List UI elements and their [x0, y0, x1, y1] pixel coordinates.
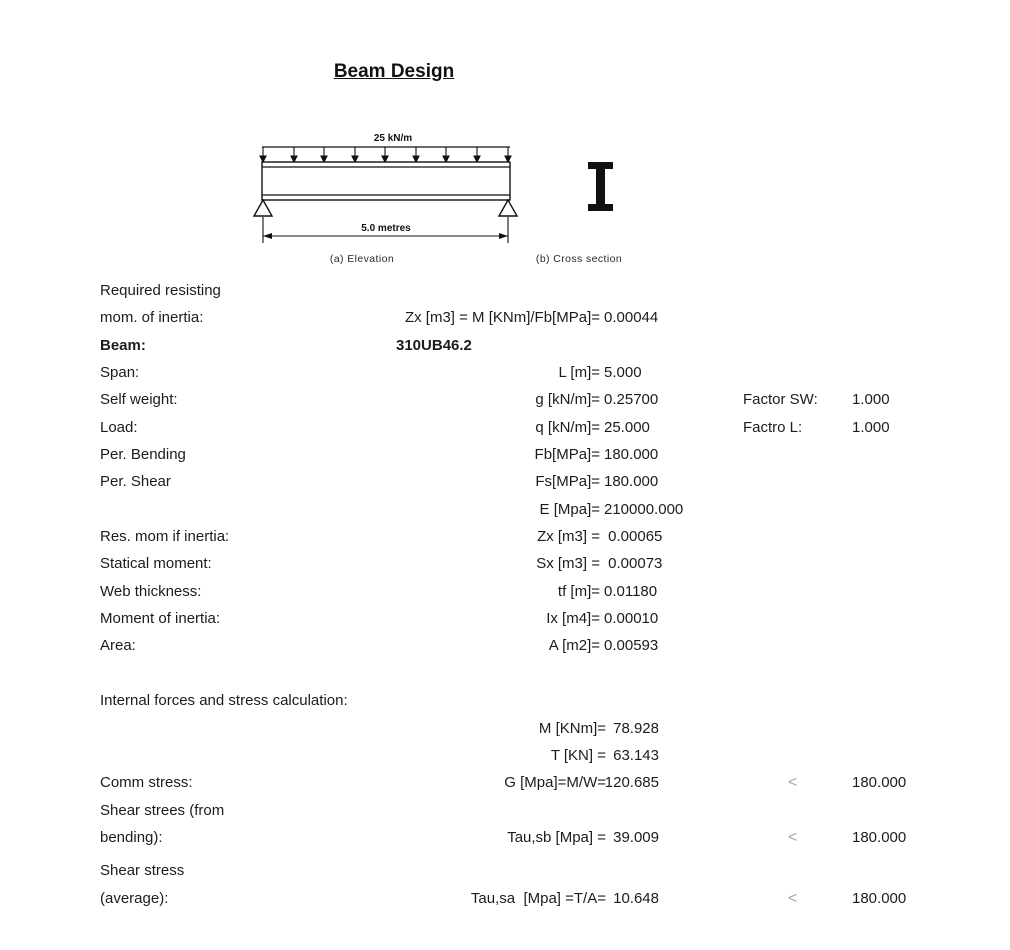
row-label: Shear stress: [100, 862, 185, 880]
table-row: [0, 332, 1010, 359]
row-formula: E [Mpa]=: [539, 500, 600, 518]
row-formula: Ix [m4]=: [546, 610, 600, 628]
table-row: [0, 441, 1010, 468]
row-formula: g [kN/m]=: [535, 391, 600, 409]
table-row: [0, 824, 1010, 851]
less-than-operator: <: [788, 889, 798, 907]
table-row: [0, 632, 1010, 659]
row-formula: T [KN] =: [550, 746, 606, 764]
caption-elevation: (a) Elevation: [329, 253, 395, 265]
table-row: [0, 742, 1010, 769]
row-label: Web thickness:: [100, 582, 202, 600]
row-formula: G [Mpa]=M/W=: [504, 774, 606, 792]
row-label: Res. mom if inertia:: [100, 528, 230, 546]
section-heading-row: [0, 687, 1010, 714]
span-label: 5.0 metres: [361, 223, 411, 234]
beam-name: 310UB46.2: [396, 336, 472, 354]
row-value: 0.00065: [604, 528, 663, 546]
less-than-operator: <: [788, 774, 798, 792]
row-formula: Tau,sa [Mpa] =T/A=: [470, 889, 606, 907]
dim-arrow-left: [263, 233, 272, 239]
row-value: 0.00593: [604, 637, 659, 655]
table-row: [0, 857, 1010, 884]
support-right-icon: [499, 200, 517, 216]
page-title: Beam Design: [333, 61, 455, 82]
row-formula: A [m2]=: [548, 637, 600, 655]
row-value: 180.000: [604, 446, 659, 464]
row-label: Span:: [100, 364, 140, 382]
row-label: Statical moment:: [100, 555, 212, 573]
table-row: [0, 885, 1010, 912]
less-than-operator: <: [788, 828, 798, 846]
beam-diagram: [250, 120, 690, 270]
row-label: Required resisting: [100, 282, 221, 299]
limit-value: 180.000: [852, 828, 907, 846]
row-value: 0.00010: [604, 610, 659, 628]
row-label: Self weight:: [100, 391, 178, 409]
dim-arrow-right: [499, 233, 508, 239]
limit-value: 180.000: [852, 774, 907, 792]
row-formula: Fb[MPa]=: [534, 446, 600, 464]
row-value: 0.00073: [604, 555, 663, 573]
row-formula: Zx [m3] =: [537, 528, 600, 546]
row-label: Per. Bending: [100, 446, 186, 464]
row-value: 63.143: [613, 746, 659, 764]
row-value: 0.00044: [604, 309, 659, 327]
row-formula: M [KNm]=: [538, 719, 606, 737]
table-row: [0, 468, 1010, 495]
factor-value: 1.000: [852, 391, 890, 409]
row-value: 180.000: [604, 473, 659, 491]
table-row: [0, 414, 1010, 441]
factor-label: Factro L:: [743, 418, 803, 436]
load-arrows: [260, 147, 511, 162]
table-row: [0, 496, 1010, 523]
row-label: Beam:: [100, 336, 146, 354]
row-formula: Fs[MPa]=: [535, 473, 600, 491]
section-heading: Internal forces and stress calculation:: [100, 692, 348, 710]
row-formula: Tau,sb [Mpa] =: [507, 828, 606, 846]
beam-elevation: [262, 162, 510, 200]
table-row: [0, 277, 1010, 304]
row-formula: L [m]=: [558, 364, 600, 382]
table-row: [0, 304, 1010, 331]
table-row: [0, 550, 1010, 577]
row-formula: q [kN/m]=: [535, 418, 600, 436]
limit-value: 180.000: [852, 889, 907, 907]
row-label: Load:: [100, 418, 138, 436]
i-beam-cross-section-icon: [588, 162, 613, 211]
row-label: Per. Shear: [100, 473, 171, 491]
row-value: 5.000: [604, 364, 642, 382]
row-value: 0.01180: [604, 582, 658, 600]
row-value: 25.000: [604, 418, 650, 436]
row-value: 78.928: [613, 719, 659, 737]
load-label: 25 kN/m: [373, 133, 413, 144]
row-label: Shear strees (from: [100, 801, 225, 819]
table-row: [0, 386, 1010, 413]
row-label: (average):: [100, 889, 169, 907]
table-row: [0, 715, 1010, 742]
row-value: 0.25700: [604, 391, 659, 409]
table-row: [0, 523, 1010, 550]
row-formula: tf [m]=: [557, 582, 600, 600]
table-row: [0, 605, 1010, 632]
support-left-icon: [254, 200, 272, 216]
row-label: bending):: [100, 828, 163, 846]
row-label: Comm stress:: [100, 774, 193, 792]
row-label: Moment of inertia:: [100, 610, 221, 628]
row-value: 120.685: [604, 774, 659, 792]
row-value: 210000.000: [604, 500, 684, 518]
row-label: Area:: [100, 637, 136, 655]
row-formula: Sx [m3] =: [536, 555, 600, 573]
caption-cross-section: (b) Cross section: [535, 253, 623, 265]
factor-label: Factor SW:: [743, 391, 818, 409]
factor-value: 1.000: [852, 418, 890, 436]
table-row: [0, 797, 1010, 824]
row-formula: Zx [m3] = M [KNm]/Fb[MPa]=: [404, 309, 600, 327]
row-value: 39.009: [613, 828, 659, 846]
calculation-table: [0, 277, 1010, 912]
blank-row: [0, 660, 1010, 687]
table-row: [0, 359, 1010, 386]
row-value: 10.648: [613, 889, 659, 907]
table-row: [0, 769, 1010, 796]
row-label: mom. of inertia:: [100, 309, 204, 327]
table-row: [0, 578, 1010, 605]
